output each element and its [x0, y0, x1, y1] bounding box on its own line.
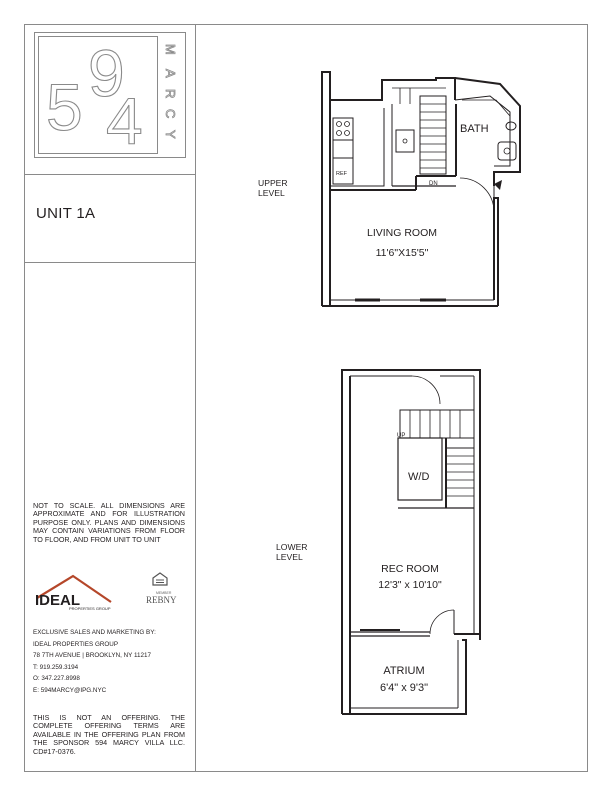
living-room-name: LIVING ROOM [366, 227, 438, 239]
ideal-logo-subtext: PROPERTIES GROUP [69, 606, 111, 611]
upper-level-label-line2: LEVEL [258, 188, 285, 198]
bath-label: BATH [460, 123, 489, 135]
divider [24, 262, 196, 263]
rec-room-name: REC ROOM [381, 563, 439, 575]
lower-level-label-line1: LOWER [276, 542, 308, 552]
logo-letter: R [163, 89, 178, 99]
contact-phone[interactable]: T: 919.259.3194 [33, 663, 79, 671]
logo-digit-9: 9 [88, 36, 125, 110]
divider [24, 174, 196, 175]
ref-label: REF [336, 171, 347, 177]
upper-level-label-line1: UPPER [258, 178, 288, 188]
contact-company: IDEAL PROPERTIES GROUP [33, 640, 119, 648]
logo-letter: C [163, 109, 178, 119]
stair-dn-label: DN [429, 181, 438, 187]
rebny-logo-text: REBNY [146, 595, 177, 605]
contact-office[interactable]: O: 347.227.8998 [33, 675, 80, 683]
logo-letter: Y [163, 130, 178, 139]
contact-heading: EXCLUSIVE SALES AND MARKETING BY: [33, 629, 156, 636]
living-room-dims: 11'6"X15'5" [375, 247, 429, 259]
equal-housing-icon [153, 573, 167, 585]
rec-room-dims: 12'3" x 10'10" [378, 579, 442, 591]
offering-note: THIS IS NOT AN OFFERING. THE COMPLETE OFFERING TERMS ARE AVAILABLE IN THE OFFERING PLAN FROM THE SPONSOR 594 MARCY VILLA LLC. CD#17-0376. [33, 713, 185, 756]
lower-level-label-line2: LEVEL [276, 552, 303, 562]
ideal-logo [35, 576, 111, 611]
logo-digit-4: 4 [106, 84, 143, 158]
ideal-logo-text: IDEAL [35, 592, 80, 609]
wd-label: W/D [408, 471, 430, 483]
disclaimer-text: NOT TO SCALE. ALL DIMENSIONS ARE APPROXIMATE AND FOR ILLUSTRATION PURPOSE ONLY. PLANS AND DIMENSIONS MAY CONTAIN VARIATIONS FROM FLOOR TO FLOOR, AND FROM UNIT TO UNIT [33, 501, 185, 544]
lower-level-plan [342, 370, 480, 714]
floor-plan [196, 24, 588, 772]
contact-email[interactable]: E: 594MARCY@IPG.NYC [33, 686, 107, 694]
rebny-logo [146, 591, 177, 605]
entry-arrow-icon [494, 180, 502, 190]
contact-address: 78 7TH AVENUE | BROOKLYN, NY 11217 [33, 652, 152, 660]
brand-logos [33, 572, 193, 612]
atrium-name: ATRIUM [383, 665, 425, 677]
unit-title: UNIT 1A [36, 205, 96, 222]
atrium-dims: 6'4" x 9'3" [379, 682, 429, 694]
stair-up-label: UP [397, 433, 406, 439]
logo-letter: M [163, 44, 178, 55]
logo-letter: A [163, 69, 178, 78]
contact-block [33, 627, 193, 697]
594-marcy-logo [34, 32, 186, 158]
upper-level-plan [322, 72, 520, 306]
rebny-logo-subtext: MEMBER [156, 591, 172, 595]
logo-digit-5: 5 [46, 70, 83, 144]
